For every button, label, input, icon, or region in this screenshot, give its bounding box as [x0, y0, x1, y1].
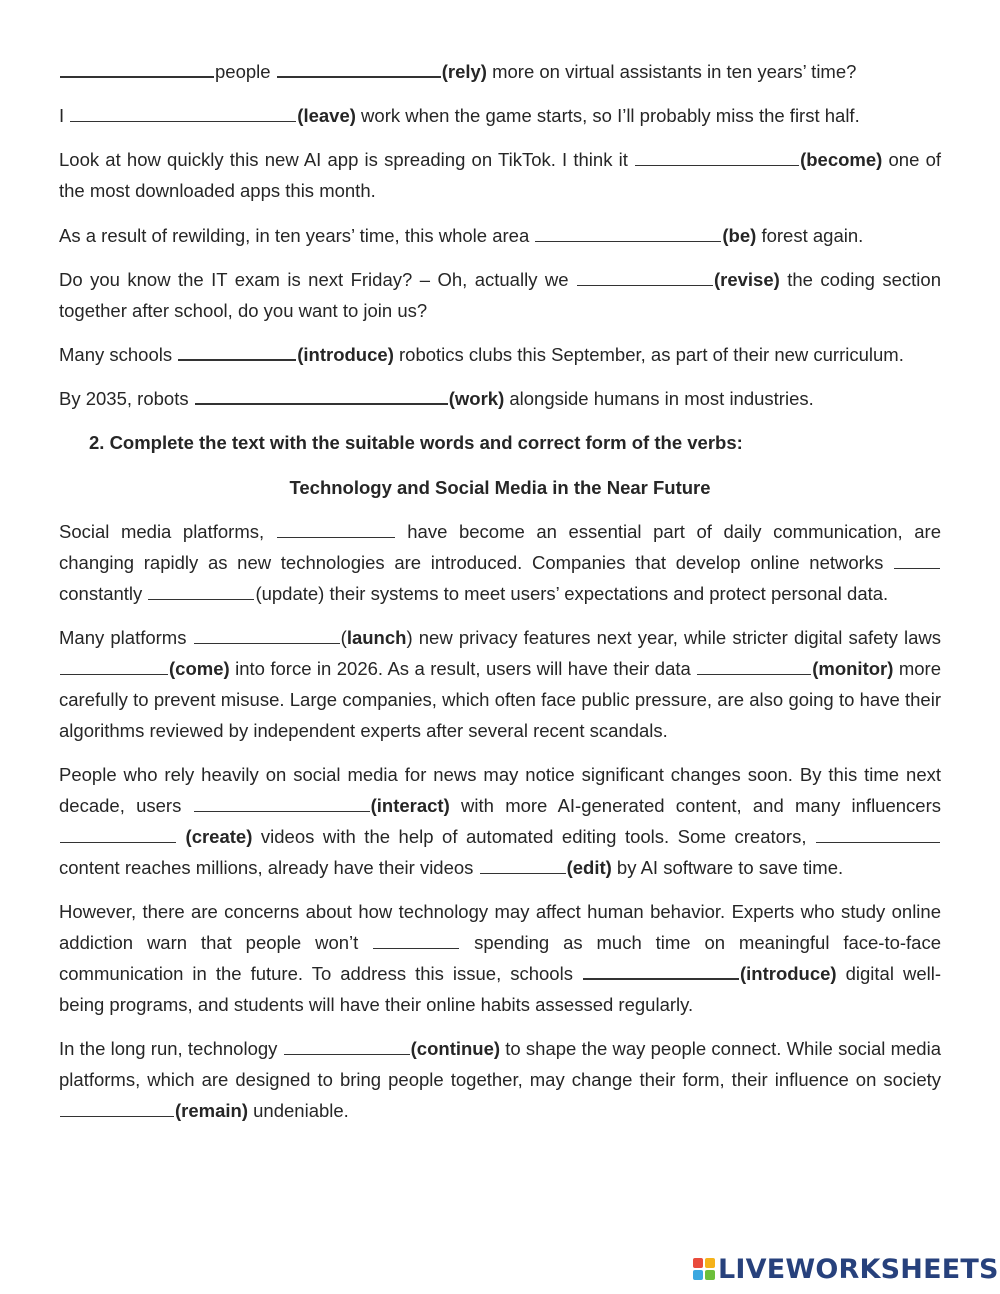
paragraph-2: Many platforms (launch) new privacy features next year, while stricter digital safety laws (come) into force in 2026. As a result, users will have their data (monitor) more carefully to prevent misuse. Large companies, which often face public pressure, are also going to have their algorithms reviewed by independent experts after several recent scandals. [59, 626, 941, 741]
liveworksheets-logo[interactable] [693, 1254, 999, 1284]
answer-blank[interactable] [284, 1037, 410, 1055]
answer-blank[interactable] [148, 582, 254, 600]
verb-cue: (be) [722, 224, 757, 246]
answer-blank[interactable] [195, 386, 448, 405]
answer-blank[interactable] [535, 224, 721, 242]
answer-blank[interactable] [277, 520, 395, 538]
answer-blank[interactable] [277, 59, 441, 78]
verb-cue: (revise) [713, 268, 780, 290]
verb-cue: launch [346, 626, 407, 648]
logo-square-icon [705, 1270, 715, 1280]
answer-blank[interactable] [697, 657, 811, 675]
logo-grid-icon [693, 1258, 715, 1280]
answer-blank[interactable] [60, 59, 214, 78]
sentence-7: By 2035, robots (work) alongside humans in most industries. [59, 388, 814, 410]
answer-blank[interactable] [60, 1099, 174, 1117]
sentence-3: Look at how quickly this new AI app is spreading on TikTok. I think it (become) one of the most downloaded apps this month. [59, 149, 941, 202]
sentence-4: As a result of rewilding, in ten years’ time, this whole area (be) forest again. [59, 224, 864, 246]
exercise-2-instruction: 2. Complete the text with the suitable words and correct form of the verbs: [89, 432, 743, 454]
verb-cue: (continue) [410, 1038, 501, 1060]
text-title: Technology and Social Media in the Near Future [289, 476, 711, 498]
logo-text: LIVEWORKSHEETS [718, 1253, 999, 1285]
sentence-6: Many schools (introduce) robotics clubs this September, as part of their new curriculum. [59, 343, 904, 365]
verb-cue: (create) [185, 826, 253, 848]
answer-blank[interactable] [894, 551, 940, 569]
verb-cue: (introduce) [739, 963, 837, 985]
answer-blank[interactable] [577, 268, 713, 286]
sentence-1: people (rely) more on virtual assistants in ten years’ time? [59, 56, 941, 87]
paragraph-4: However, there are concerns about how technology may affect human behavior. Experts who study online addiction warn that people won’t spending as much time on meaningful face-to-face communication in the future. To address this issue, schools (introduce) digital well-being programs, and students will have their online habits assessed regularly. [59, 901, 942, 1016]
paragraph-5: In the long run, technology (continue) to shape the way people connect. While social media platforms, which are designed to bring people together, may change their form, their influence on society(remain) undeniable. [59, 1038, 941, 1122]
paragraph-1: Social media platforms, have become an essential part of daily communication, are changing rapidly as new technologies are introduced. Companies that develop online networks constantly (update) their systems to meet users’ expectations and protect personal data. [59, 520, 941, 604]
sentence-2: I (leave) work when the game starts, so I’ll probably miss the first half. [59, 105, 860, 127]
answer-blank[interactable] [178, 342, 296, 361]
paragraph-3: People who rely heavily on social media for news may notice significant changes soon. By this time next decade, users (interact) with more AI-generated content, and many influencers (create) videos with the help of automated editing tools. Some creators, content reaches millions, already have their videos (edit) by AI software to save time. [59, 764, 941, 879]
answer-blank[interactable] [194, 626, 340, 644]
answer-blank[interactable] [194, 794, 370, 812]
verb-cue: (edit) [566, 857, 612, 879]
sentence-5: Do you know the IT exam is next Friday? – Oh, actually we (revise) the coding section together after school, do you want to join us? [59, 268, 941, 321]
verb-cue: (work) [448, 388, 505, 410]
answer-blank[interactable] [816, 825, 940, 843]
answer-blank[interactable] [60, 657, 168, 675]
logo-square-icon [693, 1258, 703, 1268]
verb-cue: (become) [800, 149, 883, 171]
answer-blank[interactable] [60, 825, 176, 843]
verb-cue: (monitor) [812, 657, 894, 679]
answer-blank[interactable] [480, 856, 566, 874]
verb-cue: (interact) [370, 795, 450, 817]
answer-blank[interactable] [583, 961, 739, 980]
answer-blank[interactable] [70, 104, 296, 122]
verb-cue: (leave) [297, 105, 356, 127]
verb-cue: (introduce) [297, 343, 394, 365]
verb-cue: (rely) [441, 61, 487, 82]
logo-square-icon [693, 1270, 703, 1280]
answer-blank[interactable] [373, 931, 459, 949]
answer-blank[interactable] [635, 148, 799, 166]
logo-square-icon [705, 1258, 715, 1268]
exercise-1 [59, 56, 941, 414]
worksheet-page [59, 56, 941, 1140]
verb-cue: (come) [169, 657, 230, 679]
verb-cue: (remain) [175, 1100, 248, 1122]
